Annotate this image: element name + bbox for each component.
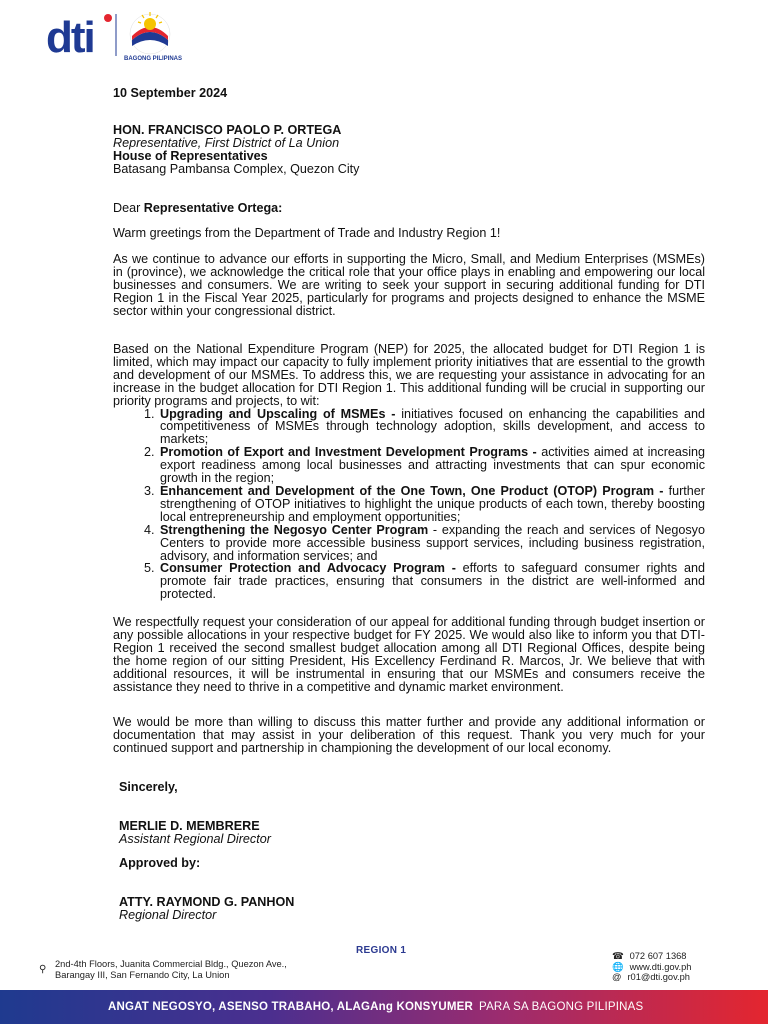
svg-text:dti: dti (46, 13, 94, 62)
paragraph-4: We would be more than willing to discuss this matter further and provide any additional information or documentation that may assist in your deliberation of this request. Thank you very much for your continued support and partnership in championing the development of our local economy. (113, 715, 705, 755)
salutation (113, 202, 705, 215)
banner-slogan: ANGAT NEGOSYO, ASENSO TRABAHO, ALAGAng KONSYUMER (108, 1001, 474, 1013)
address-line-2: Barangay III, San Fernando City, La Union (55, 969, 230, 980)
list-item: 1. Upgrading and Upscaling of MSMEs - initiatives focused on enhancing the capabilities and competitiveness of MSMEs through technology adoption, skills development, and access to markets; (158, 408, 705, 447)
salutation-name: Representative Ortega: (143, 201, 283, 215)
signer-title: Assistant Regional Director (119, 832, 271, 846)
recipient-address: Batasang Pambansa Complex, Quezon City (113, 161, 360, 176)
logo-tagline: BAGONG PILIPINAS (124, 56, 183, 62)
paragraph-3: We respectfully request your consideration of our appeal for additional funding through budget insertion or any possible allocations in your respective budget for FY 2025. We would also like to inform you that DTI-Region 1 received the second smallest budget allocation among all DTI Regional Offices, despite being the home region of our sitting President, His Excellency Ferdinand R. Marcos, Jr. We believe that with additional resources, it will be instrumental in ensuring that our MSMEs and consumers receive the assistance they need to thrive in a competitive and dynamic market environment. (113, 615, 705, 694)
recipient-office: House of Representatives (113, 148, 268, 163)
salutation-prefix: Dear (113, 201, 144, 215)
website-link[interactable]: www.dti.gov.ph (629, 961, 692, 972)
closing-sincerely: Sincerely, (119, 780, 178, 794)
dti-logo (46, 10, 216, 67)
banner-tagline: PARA SA BAGONG PILIPINAS (479, 1001, 644, 1013)
list-item: 3. Enhancement and Development of the One Town, One Product (OTOP) Program - further strengthening of OTOP initiatives to highlight the unique products of each town, thereby boosting local entrepreneurship and employment opportunities; (158, 485, 705, 524)
footer-address (41, 959, 287, 980)
email-link[interactable]: r01@dti.gov.ph (627, 972, 690, 982)
recipient-position: Representative, First District of La Union (113, 135, 340, 150)
paragraph-2-block (113, 343, 705, 601)
list-item: 5. Consumer Protection and Advocacy Program - efforts to safeguard consumer rights and promote fair trade practices, ensuring that consumers in the district are well-informed and protected. (158, 562, 705, 601)
paragraph-2: Based on the National Expenditure Program (NEP) for 2025, the allocated budget for DTI Region 1 is limited, which may impact our capacity to fully implement priority initiatives that are essential to the growth and development of our MSMEs. To address this, we are requesting your assistance in advocating for an increase in the budget allocation for DTI Region 1. This additional funding will be crucial in supporting our priority programs and projects, to wit: (113, 342, 705, 408)
address-line-1: 2nd-4th Floors, Juanita Commercial Bldg., Quezon Ave., (55, 959, 287, 969)
dti-logo-graphic (46, 10, 216, 62)
recipient-name: HON. FRANCISCO PAOLO P. ORTEGA (113, 123, 342, 137)
footer-contact (612, 951, 691, 983)
recipient-block (113, 124, 705, 176)
approver-name: ATTY. RAYMOND G. PANHON (119, 895, 295, 909)
list-item: 4. Strengthening the Negosyo Center Program - expanding the reach and services of Negosyo Centers to provide more accessible business support services, including business registration, advisory, and information services; and (158, 524, 705, 563)
approved-by-label: Approved by: (119, 856, 201, 870)
greeting: Warm greetings from the Department of Trade and Industry Region 1! (113, 226, 501, 240)
approver-title: Regional Director (119, 908, 217, 922)
globe-icon: 🌐 (612, 961, 624, 972)
phone-number: 072 607 1368 (629, 951, 687, 961)
approver-block (119, 896, 294, 922)
phone-icon: ☎ (612, 951, 624, 961)
signer-name: MERLIE D. MEMBRERE (119, 819, 260, 833)
list-item: 2. Promotion of Export and Investment Development Programs - activities aimed at increasing export readiness among local businesses and attracting investments that can spur economic growth in the region; (158, 446, 705, 485)
email-icon: @ (612, 972, 622, 982)
letter-date: 10 September 2024 (113, 86, 228, 100)
paragraph-1: As we continue to advance our efforts in supporting the Micro, Small, and Medium Enterprises (MSMEs) in (province), we acknowledge the critical role that your office plays in enabling and empowering our local businesses and consumers. We are writing to seek your support in securing additional funding for DTI Region 1 in the Fiscal Year 2025, particularly for programs and projects designed to enhance the MSME sector within your congressional district. (113, 252, 705, 318)
footer-region-label: REGION 1 (356, 945, 407, 956)
location-pin-icon: ⚲ (39, 964, 47, 975)
footer-banner (0, 990, 768, 1024)
priority-programs-list (113, 408, 705, 602)
signer-block (119, 820, 271, 846)
